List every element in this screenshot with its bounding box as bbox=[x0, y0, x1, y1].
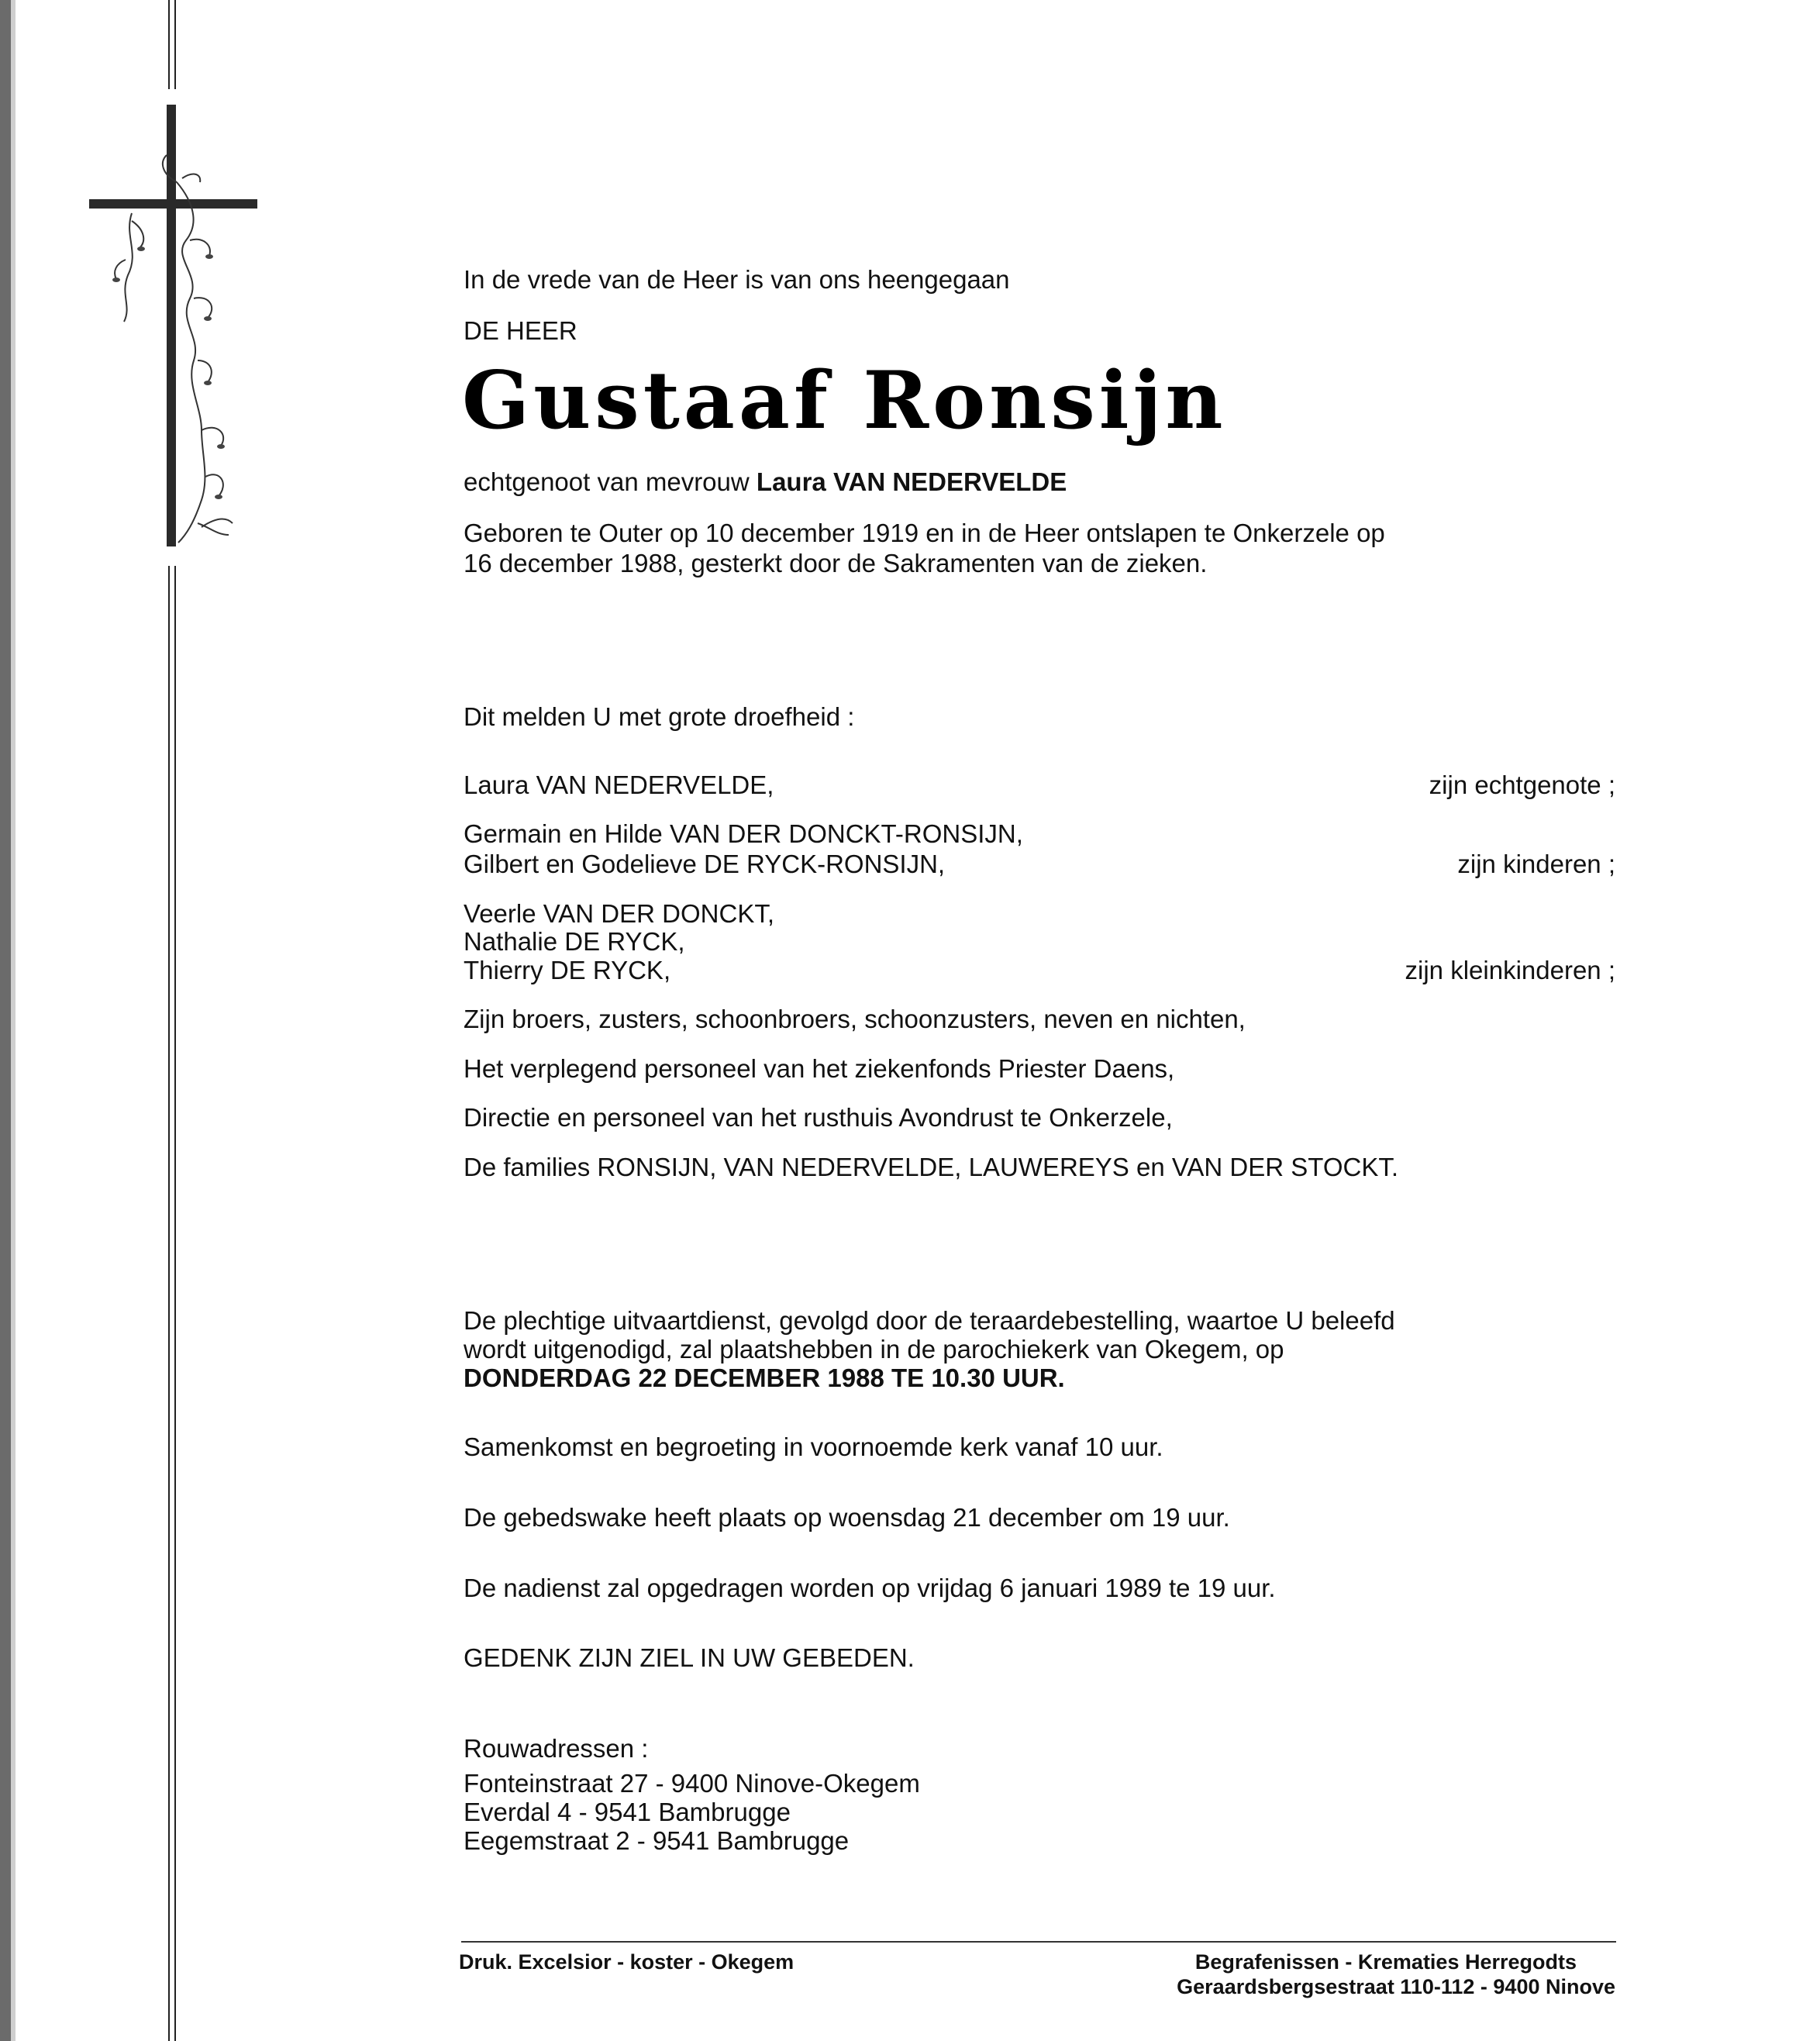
vigil-text: De gebedswake heeft plaats op woensdag 21 december om 19 uur. bbox=[464, 1503, 1230, 1532]
family-child-1: Germain en Hilde VAN DER DONCKT-RONSIJN, bbox=[464, 819, 1023, 848]
family-others-3: Directie en personeel van het rusthuis Avondrust te Onkerzele, bbox=[464, 1103, 1173, 1132]
funeral-line-1: De plechtige uitvaartdienst, gevolgd door de teraardebestelling, waartoe U beleefd bbox=[464, 1306, 1395, 1335]
spouse-line bbox=[464, 467, 1067, 497]
intro-text: In de vrede van de Heer is van ons heengegaan bbox=[464, 265, 1010, 294]
spouse-prefix: echtgenoot van mevrouw bbox=[464, 467, 750, 496]
address-2: Everdal 4 - 9541 Bambrugge bbox=[464, 1798, 791, 1826]
page-edge-shadow bbox=[0, 0, 11, 2041]
footer-divider bbox=[461, 1941, 1616, 1943]
spouse-name: Laura VAN NEDERVELDE bbox=[756, 467, 1067, 496]
page-edge-highlight bbox=[11, 0, 16, 2041]
prayer-text: GEDENK ZIJN ZIEL IN UW GEBEDEN. bbox=[464, 1643, 915, 1672]
family-others-4: De families RONSIJN, VAN NEDERVELDE, LAUWEREYS en VAN DER STOCKT. bbox=[464, 1153, 1399, 1181]
undertaker-name: Begrafenissen - Krematies Herregodts bbox=[1194, 1950, 1577, 1974]
title-text: DE HEER bbox=[464, 316, 577, 345]
border-line-bottom bbox=[168, 566, 176, 2041]
family-others-1: Zijn broers, zusters, schoonbroers, schoonzusters, neven en nichten, bbox=[464, 1005, 1246, 1033]
family-grandchildren-relation: zijn kleinkinderen ; bbox=[1405, 956, 1615, 984]
family-spouse-relation: zijn echtgenote ; bbox=[1429, 771, 1615, 799]
border-line-top bbox=[168, 0, 176, 89]
family-child-2: Gilbert en Godelieve DE RYCK-RONSIJN, bbox=[464, 850, 946, 878]
undertaker-address: Geraardsbergsestraat 110-112 - 9400 Ninove bbox=[1177, 1975, 1615, 1998]
family-grandchild-3: Thierry DE RYCK, bbox=[464, 956, 671, 984]
family-grandchild-2: Nathalie DE RYCK, bbox=[464, 927, 685, 956]
family-spouse-name: Laura VAN NEDERVELDE, bbox=[464, 771, 774, 799]
family-children-relation: zijn kinderen ; bbox=[1457, 850, 1615, 878]
addresses-label: Rouwadressen : bbox=[464, 1734, 649, 1763]
family-grandchild-1: Veerle VAN DER DONCKT, bbox=[464, 899, 774, 928]
address-1: Fonteinstraat 27 - 9400 Ninove-Okegem bbox=[464, 1769, 920, 1798]
birth-death-line-1: Geboren te Outer op 10 december 1919 en in de Heer ontslapen te Onkerzele op bbox=[464, 519, 1385, 547]
after-service-text: De nadienst zal opgedragen worden op vrijdag 6 januari 1989 te 19 uur. bbox=[464, 1574, 1276, 1602]
printer-credit: Druk. Excelsior - koster - Okegem bbox=[459, 1950, 795, 1974]
cross-with-vine-icon bbox=[85, 105, 264, 554]
announcement-text: Dit melden U met grote droefheid : bbox=[464, 702, 855, 731]
funeral-date-time: DONDERDAG 22 DECEMBER 1988 TE 10.30 UUR. bbox=[464, 1364, 1065, 1392]
funeral-line-2: wordt uitgenodigd, zal plaatshebben in de parochiekerk van Okegem, op bbox=[464, 1335, 1284, 1364]
address-3: Eegemstraat 2 - 9541 Bambrugge bbox=[464, 1826, 850, 1855]
family-others-2: Het verplegend personeel van het ziekenfonds Priester Daens, bbox=[464, 1054, 1175, 1083]
deceased-name: Gustaaf Ronsijn bbox=[462, 354, 1227, 447]
gathering-text: Samenkomst en begroeting in voornoemde kerk vanaf 10 uur. bbox=[464, 1432, 1163, 1461]
birth-death-line-2: 16 december 1988, gesterkt door de Sakramenten van de zieken. bbox=[464, 549, 1208, 577]
